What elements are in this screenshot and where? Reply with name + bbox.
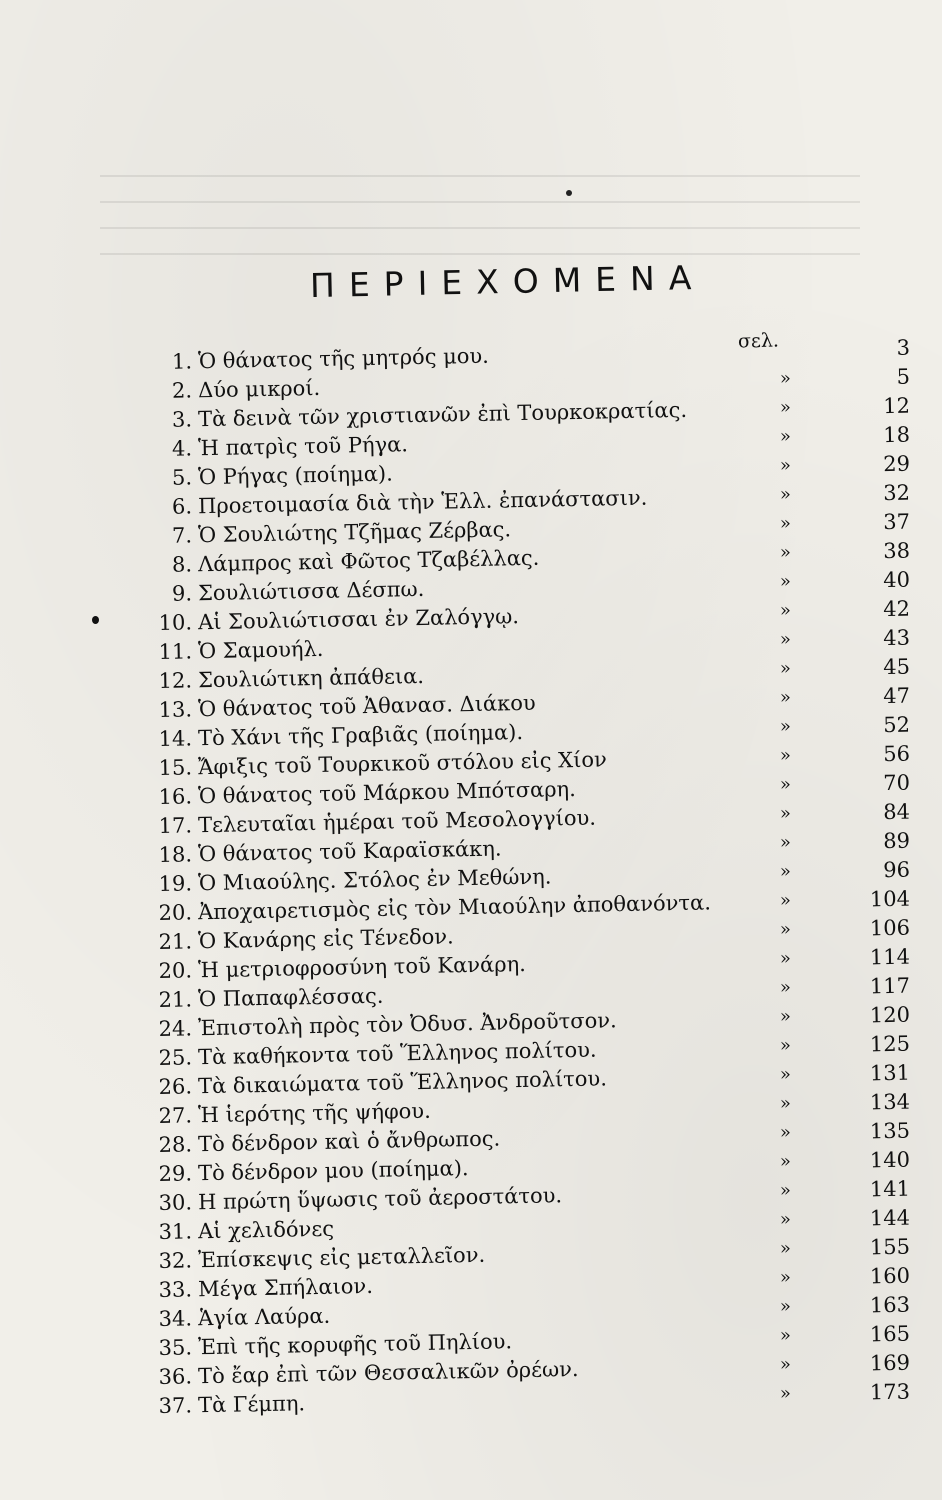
ditto-mark: » bbox=[779, 425, 792, 448]
toc-entry-title: Ἐπιστολὴ πρὸς τὸν Ὀδυσ. Ἀνδροῦτσον. bbox=[197, 1008, 617, 1041]
toc-entry-title: Ὁ θάνατος τοῦ Μάρκου Μπότσαρη. bbox=[197, 777, 577, 809]
toc-entry-page: 169 bbox=[869, 1350, 911, 1376]
toc-entry-number: 4. bbox=[171, 436, 193, 461]
toc-entry-number: 30. bbox=[158, 1190, 193, 1216]
ditto-mark: » bbox=[779, 1353, 792, 1376]
toc-entry-title: Σουλιώτισσα Δέσπω. bbox=[197, 576, 425, 606]
toc-entry-title: Τὸ ἔαρ ἐπὶ τῶν Θεσσαλικῶν ὀρέων. bbox=[197, 1356, 579, 1389]
toc-entry-number: 27. bbox=[158, 1103, 193, 1129]
toc-entry-title: Ἡ πατρὶς τοῦ Ρήγα. bbox=[197, 432, 409, 461]
toc-entry-number: 3. bbox=[171, 407, 193, 432]
toc-entry-title: Ἐπὶ τῆς κορυφῆς τοῦ Πηλίου. bbox=[197, 1329, 513, 1360]
toc-entry-title: Ὁ Κανάρης εἰς Τένεδον. bbox=[197, 924, 454, 954]
ditto-mark: » bbox=[779, 1005, 792, 1028]
toc-entry-title: Προετοιμασία διὰ τὴν Ἑλλ. ἐπανάστασιν. bbox=[197, 485, 648, 519]
toc-entry-title: Λάμπρος καὶ Φῶτος Τζαβέλλας. bbox=[197, 545, 540, 577]
ditto-mark: » bbox=[779, 570, 792, 593]
toc-entry-number: 7. bbox=[171, 523, 193, 548]
toc-entry-page: 114 bbox=[869, 944, 911, 970]
toc-entry-number: 6. bbox=[171, 494, 193, 519]
toc-entry-title: Δύο μικροί. bbox=[197, 375, 321, 403]
toc-entry-page: 155 bbox=[869, 1234, 911, 1260]
ditto-mark: » bbox=[779, 744, 792, 767]
toc-entry-title: Τὸ δένδρον καὶ ὁ ἄνθρωπος. bbox=[197, 1126, 501, 1157]
toc-entry-number: 1. bbox=[171, 349, 193, 374]
toc-entry-number: 5. bbox=[171, 465, 193, 490]
toc-entry-title: Τελευταῖαι ἡμέραι τοῦ Μεσολογγίου. bbox=[197, 805, 597, 838]
ditto-mark: » bbox=[779, 1266, 792, 1289]
toc-entry-page: 56 bbox=[882, 741, 911, 767]
toc-entry-page: 38 bbox=[882, 538, 911, 564]
toc-entry-page: 52 bbox=[882, 712, 911, 738]
ditto-mark: » bbox=[779, 367, 792, 390]
ditto-mark: » bbox=[779, 512, 792, 535]
toc-entry-title: Σουλιώτικη ἀπάθεια. bbox=[197, 663, 425, 693]
toc-entry-page: 32 bbox=[882, 480, 911, 506]
toc-entry-page: 40 bbox=[882, 567, 911, 593]
toc-entry-title: Ὁ θάνατος τῆς μητρός μου. bbox=[197, 343, 490, 374]
toc-entry-page: 12 bbox=[882, 393, 911, 419]
ditto-mark: » bbox=[779, 947, 792, 970]
ditto-mark: » bbox=[779, 1063, 792, 1086]
toc-entry-title: Ἁγία Λαύρα. bbox=[197, 1303, 331, 1331]
toc-entry-title: Ἀποχαιρετισμὸς εἰς τὸν Μιαούλην ἀποθανόντα. bbox=[197, 890, 712, 925]
ditto-mark: » bbox=[779, 889, 792, 912]
toc-entry-title: Τὰ δεινὰ τῶν χριστιανῶν ἐπὶ Τουρκοκρατίας. bbox=[197, 397, 688, 432]
toc-entry-page: 125 bbox=[869, 1031, 911, 1057]
ditto-mark: » bbox=[779, 918, 792, 941]
toc-entry-number: 34. bbox=[158, 1306, 193, 1332]
toc-entry-number: 11. bbox=[158, 639, 193, 665]
toc-entry-number: 2. bbox=[171, 378, 193, 403]
toc-entry-page: 117 bbox=[869, 973, 911, 999]
toc-entry-page: 106 bbox=[869, 915, 911, 941]
ditto-mark: » bbox=[779, 860, 792, 883]
toc-entry-title: Τὰ δικαιώματα τοῦ Ἕλληνος πολίτου. bbox=[197, 1066, 608, 1099]
toc-entry-page: 131 bbox=[869, 1060, 911, 1086]
toc-entry-title: Αἱ χελιδόνες bbox=[197, 1216, 335, 1244]
toc-entry-page: 141 bbox=[869, 1176, 911, 1202]
toc-entry-title: Τὰ Γέμπη. bbox=[197, 1391, 306, 1418]
toc-entry-page: 42 bbox=[882, 596, 911, 622]
ditto-mark: » bbox=[779, 599, 792, 622]
toc-entry-title: Ὁ θάνατος τοῦ Ἀθανασ. Διάκου bbox=[197, 690, 536, 722]
ditto-mark: » bbox=[779, 1324, 792, 1347]
ditto-mark: » bbox=[779, 773, 792, 796]
toc-entry-number: 35. bbox=[158, 1335, 193, 1361]
toc-entry-number: 21. bbox=[158, 929, 193, 955]
toc-entry-page: 165 bbox=[869, 1321, 911, 1347]
ditto-mark: » bbox=[779, 1382, 792, 1405]
ditto-mark: » bbox=[779, 1208, 792, 1231]
toc-entry-number: 29. bbox=[158, 1161, 193, 1187]
toc-entry-page: 47 bbox=[882, 683, 911, 709]
ditto-mark: » bbox=[779, 1295, 792, 1318]
toc-entry-number: 20. bbox=[158, 958, 193, 984]
toc-entry-page: 70 bbox=[882, 770, 911, 796]
page-title: ΠΕΡΙΕΧΟΜΕΝΑ bbox=[309, 257, 706, 306]
toc-entry-page: 84 bbox=[882, 799, 911, 825]
toc-entry-number: 33. bbox=[158, 1277, 193, 1303]
ditto-mark: » bbox=[779, 1121, 792, 1144]
toc-entry-number: 16. bbox=[158, 784, 193, 810]
toc-entry-title: Ὁ Σαμουήλ. bbox=[197, 636, 324, 664]
toc-entry-page: 3 bbox=[896, 335, 911, 360]
toc-entry-page: 96 bbox=[882, 857, 911, 883]
toc-entry-page: 173 bbox=[869, 1379, 911, 1405]
toc-entry-title: Αἱ Σουλιώτισσαι ἐν Ζαλόγγῳ. bbox=[197, 604, 520, 635]
toc-entry-page: 37 bbox=[882, 509, 911, 535]
toc-entry-page: 144 bbox=[869, 1205, 911, 1231]
toc-entry-number: 36. bbox=[158, 1364, 193, 1390]
toc-entry-number: 32. bbox=[158, 1248, 193, 1274]
toc-entry-title: Ὁ Παπαφλέσσας. bbox=[197, 983, 384, 1012]
toc-entry-page: 89 bbox=[882, 828, 911, 854]
ditto-mark: » bbox=[779, 1237, 792, 1260]
toc-entry-page: 134 bbox=[869, 1089, 911, 1115]
toc-entry-number: 19. bbox=[158, 871, 193, 897]
toc-entry-number: 26. bbox=[158, 1074, 193, 1100]
toc-entry-title: Ὁ Σουλιώτης Τζῆμας Ζέρβας. bbox=[197, 517, 512, 548]
toc-entry-number: 10. bbox=[158, 610, 193, 636]
ditto-mark: » bbox=[779, 1179, 792, 1202]
toc-entry-number: 37. bbox=[158, 1393, 193, 1419]
toc-entry-number: 12. bbox=[158, 668, 193, 694]
toc-entry-title: Μέγα Σπήλαιον. bbox=[197, 1273, 374, 1302]
toc-entry-title: Ὁ θάνατος τοῦ Καραϊσκάκη. bbox=[197, 836, 502, 867]
toc-entry-title: Τὸ Χάνι τῆς Γραβιᾶς (ποίημα). bbox=[197, 720, 524, 751]
toc-entry-page: 163 bbox=[869, 1292, 911, 1318]
toc-entry-title: Τὸ δένδρον μου (ποίημα). bbox=[197, 1156, 469, 1186]
toc-entry-number: 15. bbox=[158, 755, 193, 781]
ditto-mark: » bbox=[779, 396, 792, 419]
toc-entry-title: Ὁ Ρήγας (ποίημα). bbox=[197, 461, 394, 490]
toc-entry-number: 8. bbox=[171, 552, 193, 577]
toc-entry-number: 25. bbox=[158, 1045, 193, 1071]
toc-entry-number: 13. bbox=[158, 697, 193, 723]
toc-entry-page: 45 bbox=[882, 654, 911, 680]
ditto-mark: » bbox=[779, 628, 792, 651]
toc-entry-page: 160 bbox=[869, 1263, 911, 1289]
toc-entry-title: Ἄφιξις τοῦ Τουρκικοῦ στόλου εἰς Χίον bbox=[197, 747, 607, 780]
ditto-mark: » bbox=[779, 802, 792, 825]
ditto-mark: » bbox=[779, 1034, 792, 1057]
toc-entry-page: 43 bbox=[882, 625, 911, 651]
toc-entry-page: 18 bbox=[882, 422, 911, 448]
toc-entry-number: 24. bbox=[158, 1016, 193, 1042]
page-column-label: σελ. bbox=[737, 329, 780, 353]
toc-entry-number: 28. bbox=[158, 1132, 193, 1158]
toc-entry-number: 31. bbox=[158, 1219, 193, 1245]
ditto-mark: » bbox=[779, 1150, 792, 1173]
ditto-mark: » bbox=[779, 483, 792, 506]
toc-entry-title: Ἡ ἱερότης τῆς ψήφου. bbox=[197, 1098, 431, 1128]
toc-entry-title: Ὁ Μιαούλης. Στόλος ἐν Μεθώνη. bbox=[197, 864, 552, 896]
toc-entry-number: 17. bbox=[158, 813, 193, 839]
toc-entry-number: 21. bbox=[158, 987, 193, 1013]
toc-entry-number: 14. bbox=[158, 726, 193, 752]
ditto-mark: » bbox=[779, 976, 792, 999]
toc-entry-number: 20. bbox=[158, 900, 193, 926]
ditto-mark: » bbox=[779, 541, 792, 564]
ditto-mark: » bbox=[779, 686, 792, 709]
toc-entry-page: 135 bbox=[869, 1118, 911, 1144]
toc-entry-title: Ἡ μετριοφροσύνη τοῦ Κανάρη. bbox=[197, 951, 527, 983]
toc-entry-page: 29 bbox=[882, 451, 911, 477]
toc-entry-title: Η πρώτη ὕψωσις τοῦ ἀεροστάτου. bbox=[197, 1183, 563, 1215]
ditto-mark: » bbox=[779, 657, 792, 680]
ditto-mark: » bbox=[779, 454, 792, 477]
toc-entry-page: 140 bbox=[869, 1147, 911, 1173]
toc-entry-page: 120 bbox=[869, 1002, 911, 1028]
ditto-mark: » bbox=[779, 831, 792, 854]
toc-entry-title: Τὰ καθήκοντα τοῦ Ἕλληνος πολίτου. bbox=[197, 1037, 597, 1070]
ditto-mark: » bbox=[779, 1092, 792, 1115]
toc-entry-page: 5 bbox=[896, 364, 911, 389]
toc-entry-number: 18. bbox=[158, 842, 193, 868]
toc-entry-page: 104 bbox=[869, 886, 911, 912]
toc-entry-number: 9. bbox=[171, 581, 193, 606]
ditto-mark: » bbox=[779, 715, 792, 738]
toc-entry-title: Ἐπίσκεψις εἰς μεταλλεῖον. bbox=[197, 1242, 486, 1273]
